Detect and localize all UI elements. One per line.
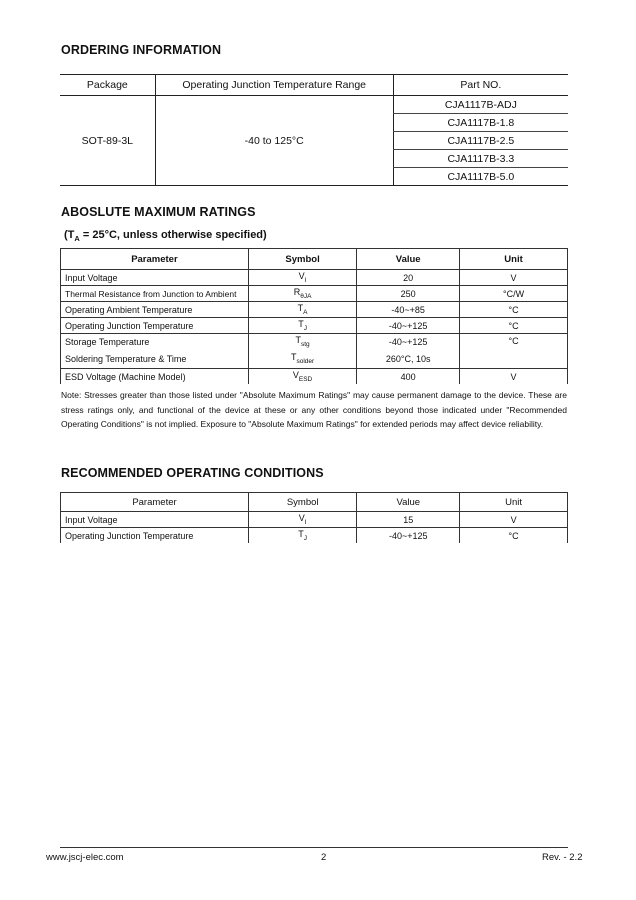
part-number: CJA1117B-1.8 [393,114,568,132]
unit-cell: V [460,369,568,385]
unit-cell: V [460,270,568,286]
value-cell: -40~+125 [357,334,460,350]
header-temp-range: Operating Junction Temperature Range [155,75,393,96]
ratings-note: Note: Stresses greater than those listed under "Absolute Maximum Ratings" may cause permanent damage to the device. These are stress ratings only, and functional of the device at these or any other conditions beyond those indicated under "Recommended Operating Conditions" is not implied. Exposure to "Absolute Maximum Ratings" for extended periods may affect device reliability. [61,390,567,429]
unit-cell: °C [460,318,568,334]
header-parameter: Parameter [61,249,249,270]
symbol-cell: $T_{stg}$ [248,334,356,350]
table-row [61,318,568,334]
table-header-row [61,249,568,270]
table-row [61,270,568,286]
part-number: CJA1117B-ADJ [393,96,568,114]
header-symbol: Symbol [248,493,356,512]
table-header-row [61,493,568,512]
recommended-conditions-table [60,492,568,543]
footer-page-number: 2 [321,852,327,863]
symbol-cell: $R_{\theta JA}$ [248,286,356,302]
unit-cell: °C/W [460,286,568,302]
symbol-cell: $V_I$ [248,270,356,286]
unit-cell: °C [460,302,568,318]
header-unit: Unit [460,493,568,512]
value-cell: -40~+125 [357,318,460,334]
unit-cell: V [460,512,568,528]
part-number: CJA1117B-5.0 [393,168,568,186]
ordering-information-heading: ORDERING INFORMATION [61,43,222,57]
unit-cell: °C [460,528,568,544]
table-row [60,96,568,114]
value-cell: 250 [357,286,460,302]
table-row [61,528,568,544]
absolute-ratings-table [60,248,568,384]
value-cell: -40~+125 [357,528,460,544]
param-cell: Input Voltage [61,270,249,286]
footer-website-link[interactable]: www.jscj-elec.com [46,852,124,863]
header-parameter: Parameter [61,493,249,512]
param-cell: Operating Junction Temperature [61,318,249,334]
footer-revision: Rev. - 2.2 [542,852,583,863]
header-package: Package [60,75,155,96]
header-value: Value [357,249,460,270]
ratings-condition: ($T_A = 25^\circ C$, unless otherwise specified) [64,229,267,244]
param-cell: Operating Junction Temperature [61,528,249,544]
value-cell: 260°C, 10s [357,349,460,369]
param-cell: Soldering Temperature & Time [61,349,249,369]
value-cell: 15 [357,512,460,528]
recommended-conditions-heading: RECOMMENDED OPERATING CONDITIONS [61,466,324,480]
symbol-cell: $V_{ESD}$ [248,369,356,385]
absolute-ratings-heading: ABOSLUTE MAXIMUM RATINGS [61,205,256,219]
symbol-cell: $T_{solder}$ [248,349,356,369]
table-row [61,369,568,385]
symbol-cell: $V_I$ [248,512,356,528]
table-row [61,286,568,302]
part-number: CJA1117B-3.3 [393,150,568,168]
table-row [61,302,568,318]
param-cell: Input Voltage [61,512,249,528]
part-number: CJA1117B-2.5 [393,132,568,150]
header-part-no: Part NO. [393,75,568,96]
param-cell: ESD Voltage (Machine Model) [61,369,249,385]
symbol-cell: $T_A$ [248,302,356,318]
footer-divider [60,847,568,848]
table-header-row [60,75,568,96]
header-unit: Unit [460,249,568,270]
symbol-cell: $T_J$ [248,528,356,544]
unit-cell: °C [460,334,568,369]
package-cell: SOT-89-3L [60,96,155,186]
header-symbol: Symbol [248,249,356,270]
header-value: Value [357,493,460,512]
symbol-cell: $T_J$ [248,318,356,334]
param-cell: Operating Ambient Temperature [61,302,249,318]
ordering-table [60,74,568,186]
table-row [61,334,568,350]
value-cell: -40~+85 [357,302,460,318]
value-cell: 400 [357,369,460,385]
param-cell: Thermal Resistance from Junction to Ambient [61,286,249,302]
param-cell: Storage Temperature [61,334,249,350]
temp-range-cell: -40 to 125°C [155,96,393,186]
value-cell: 20 [357,270,460,286]
table-row [61,512,568,528]
